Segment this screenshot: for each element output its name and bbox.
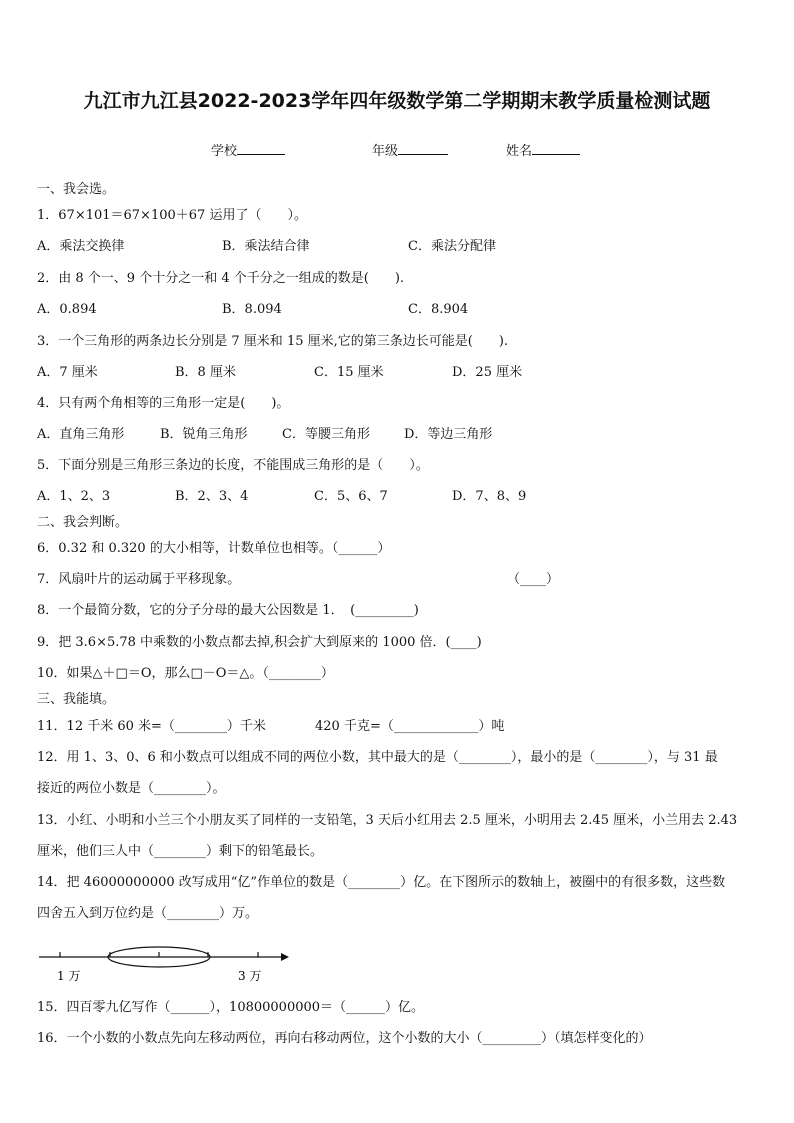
section-heading-judge: 二、我会判断。: [37, 515, 129, 530]
question-5-option-c[interactable]: C．5、6、7: [314, 489, 388, 504]
question-13-line-1: 13．小红、小明和小兰三个小朋友买了同样的一支铅笔，3 天后小红用去 2.5 厘米，小明用去 2.45 厘米，小兰用去 2.43: [37, 813, 738, 828]
question-1-option-a[interactable]: A．乘法交换律: [37, 239, 125, 254]
question-4-option-b[interactable]: B．锐角三角形: [160, 427, 248, 442]
question-3-option-a[interactable]: A．7 厘米: [37, 365, 98, 380]
number-line-label-right: 3 万: [238, 969, 262, 983]
number-line-arrow-icon: [281, 953, 289, 961]
question-2-option-a[interactable]: A．0.894: [37, 302, 97, 317]
question-4-stem: 4．只有两个角相等的三角形一定是( )。: [37, 396, 290, 411]
question-3-option-c[interactable]: C．15 厘米: [314, 365, 384, 380]
question-5-stem: 5．下面分别是三角形三条边的长度，不能围成三角形的是（ ）。: [37, 458, 429, 473]
question-3-stem: 3．一个三角形的两条边长分别是 7 厘米和 15 厘米,它的第三条边长可能是( ).: [37, 334, 509, 349]
question-12-line-1: 12．用 1、3、0、6 和小数点可以组成不同的两位小数，其中最大的是（________），最小的是（________），与 31 最: [37, 750, 718, 765]
question-9: 9．把 3.6×5.78 中乘数的小数点都去掉,积会扩大到原来的 1000 倍．(____): [37, 635, 482, 650]
question-16: 16．一个小数的小数点先向左移动两位，再向右移动两位，这个小数的大小（_________）（填怎样变化的）: [37, 1031, 652, 1046]
school-label: 学校: [211, 144, 238, 159]
question-2-option-c[interactable]: C．8.904: [408, 302, 469, 317]
question-14-line-1: 14．把 46000000000 改写成用“亿”作单位的数是（________）亿。在下图所示的数轴上，被圈中的有很多数，这些数: [37, 875, 726, 890]
grade-blank[interactable]: [398, 140, 448, 155]
question-7-answer-blank[interactable]: （____）: [507, 572, 560, 587]
question-4-option-c[interactable]: C．等腰三角形: [282, 427, 370, 442]
question-14-line-2: 四舍五入到万位约是（________）万。: [37, 906, 259, 921]
question-3-option-b[interactable]: B．8 厘米: [175, 365, 236, 380]
question-2-stem: 2．由 8 个一、9 个十分之一和 4 个千分之一组成的数是( ).: [37, 271, 405, 286]
question-1-option-b[interactable]: B．乘法结合律: [222, 239, 310, 254]
section-heading-choose: 一、我会选。: [37, 182, 116, 197]
question-4-option-a[interactable]: A．直角三角形: [37, 427, 125, 442]
page-title: 九江市九江县2022-2023学年四年级数学第二学期期末教学质量检测试题: [83, 90, 711, 112]
question-4-option-d[interactable]: D．等边三角形: [404, 427, 493, 442]
section-heading-fill: 三、我能填。: [37, 692, 116, 707]
school-field[interactable]: [211, 140, 285, 159]
grade-field[interactable]: [372, 140, 448, 159]
question-12-line-2: 接近的两位小数是（________）。: [37, 781, 226, 796]
question-10: 10．如果△＋□＝O，那么□－O＝△。（________）: [37, 666, 334, 681]
school-blank[interactable]: [237, 140, 285, 155]
question-13-line-2: 厘米，他们三人中（________）剩下的铅笔最长。: [37, 844, 324, 859]
name-blank[interactable]: [532, 140, 580, 155]
number-line-label-left: 1 万: [57, 969, 81, 983]
question-5-option-b[interactable]: B．2、3、4: [175, 489, 249, 504]
question-7-stem: 7．风扇叶片的运动属于平移现象。: [37, 572, 241, 587]
question-6: 6．0.32 和 0.320 的大小相等，计数单位也相等。（______）: [37, 541, 391, 556]
question-15: 15．四百零九亿写作（______），10800000000＝（______）亿。: [37, 1000, 425, 1015]
question-11-part-2: 420 千克=（_____________）吨: [315, 719, 505, 734]
question-5-option-d[interactable]: D．7、8、9: [452, 489, 527, 504]
grade-label: 年级: [372, 144, 399, 159]
question-5-option-a[interactable]: A．1、2、3: [37, 489, 111, 504]
question-2-option-b[interactable]: B．8.094: [222, 302, 282, 317]
question-1-stem: 1．67×101＝67×100＋67 运用了（ ）。: [37, 208, 307, 223]
name-label: 姓名: [506, 144, 533, 159]
question-8: 8．一个最简分数，它的分子分母的最大公因数是 1． (_________): [37, 603, 419, 618]
name-field[interactable]: [506, 140, 580, 159]
number-line-figure: [37, 938, 297, 988]
question-3-option-d[interactable]: D．25 厘米: [452, 365, 523, 380]
question-1-option-c[interactable]: C．乘法分配律: [408, 239, 496, 254]
student-info-row: [0, 140, 794, 160]
question-11-part-1: 11．12 千米 60 米=（________）千米: [37, 719, 266, 734]
